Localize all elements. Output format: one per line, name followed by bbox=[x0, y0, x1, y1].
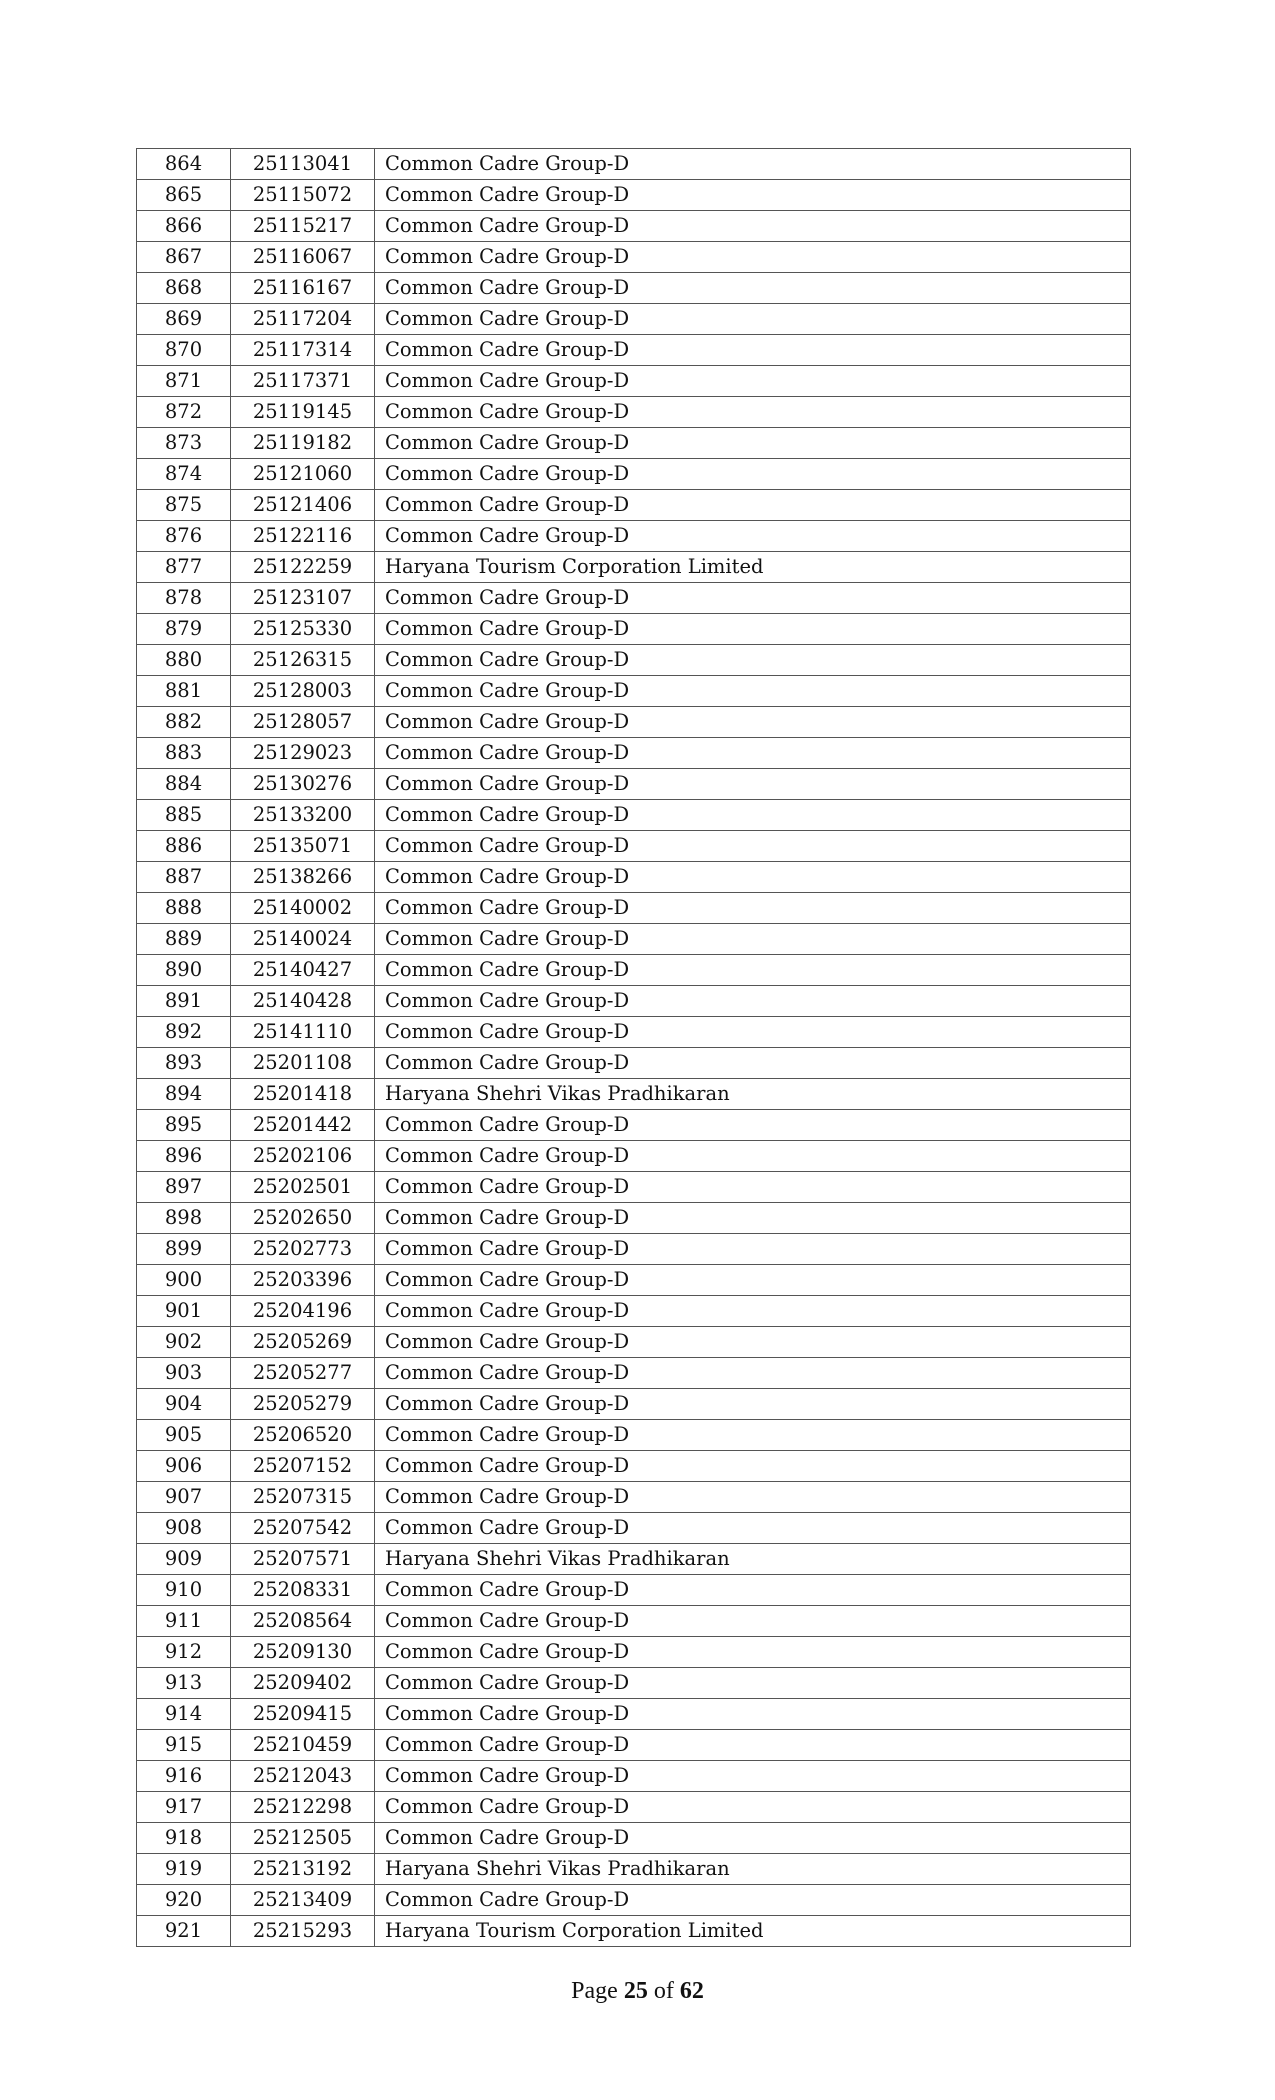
roll-number-cell: 25125330 bbox=[231, 614, 375, 645]
department-cell: Common Cadre Group-D bbox=[375, 273, 1131, 304]
roll-number-cell: 25208331 bbox=[231, 1575, 375, 1606]
serial-number-cell: 903 bbox=[137, 1358, 231, 1389]
serial-number-cell: 884 bbox=[137, 769, 231, 800]
roll-number-cell: 25208564 bbox=[231, 1606, 375, 1637]
table-row bbox=[137, 1141, 1131, 1172]
serial-number-cell: 917 bbox=[137, 1792, 231, 1823]
department-cell: Haryana Shehri Vikas Pradhikaran bbox=[375, 1544, 1131, 1575]
serial-number-cell: 872 bbox=[137, 397, 231, 428]
department-cell: Common Cadre Group-D bbox=[375, 490, 1131, 521]
department-cell: Haryana Shehri Vikas Pradhikaran bbox=[375, 1079, 1131, 1110]
table-row bbox=[137, 1358, 1131, 1389]
department-cell: Common Cadre Group-D bbox=[375, 1420, 1131, 1451]
table-row bbox=[137, 459, 1131, 490]
roll-number-cell: 25202106 bbox=[231, 1141, 375, 1172]
serial-number-cell: 877 bbox=[137, 552, 231, 583]
roll-number-cell: 25207542 bbox=[231, 1513, 375, 1544]
department-cell: Common Cadre Group-D bbox=[375, 1141, 1131, 1172]
roll-number-cell: 25133200 bbox=[231, 800, 375, 831]
serial-number-cell: 918 bbox=[137, 1823, 231, 1854]
serial-number-cell: 867 bbox=[137, 242, 231, 273]
department-cell: Haryana Tourism Corporation Limited bbox=[375, 552, 1131, 583]
table-row bbox=[137, 1792, 1131, 1823]
table-row bbox=[137, 1823, 1131, 1854]
serial-number-cell: 893 bbox=[137, 1048, 231, 1079]
serial-number-cell: 914 bbox=[137, 1699, 231, 1730]
department-cell: Common Cadre Group-D bbox=[375, 211, 1131, 242]
serial-number-cell: 880 bbox=[137, 645, 231, 676]
table-row bbox=[137, 1730, 1131, 1761]
department-cell: Common Cadre Group-D bbox=[375, 1699, 1131, 1730]
roll-number-cell: 25122259 bbox=[231, 552, 375, 583]
department-cell: Common Cadre Group-D bbox=[375, 1048, 1131, 1079]
department-cell: Common Cadre Group-D bbox=[375, 1792, 1131, 1823]
roll-number-cell: 25212505 bbox=[231, 1823, 375, 1854]
serial-number-cell: 909 bbox=[137, 1544, 231, 1575]
serial-number-cell: 908 bbox=[137, 1513, 231, 1544]
serial-number-cell: 906 bbox=[137, 1451, 231, 1482]
department-cell: Common Cadre Group-D bbox=[375, 1668, 1131, 1699]
department-cell: Common Cadre Group-D bbox=[375, 304, 1131, 335]
department-cell: Common Cadre Group-D bbox=[375, 1110, 1131, 1141]
roll-number-cell: 25115072 bbox=[231, 180, 375, 211]
table-row bbox=[137, 1637, 1131, 1668]
serial-number-cell: 904 bbox=[137, 1389, 231, 1420]
department-cell: Common Cadre Group-D bbox=[375, 242, 1131, 273]
serial-number-cell: 873 bbox=[137, 428, 231, 459]
department-cell: Common Cadre Group-D bbox=[375, 1761, 1131, 1792]
department-cell: Common Cadre Group-D bbox=[375, 831, 1131, 862]
serial-number-cell: 883 bbox=[137, 738, 231, 769]
table-row bbox=[137, 738, 1131, 769]
roll-number-cell: 25140428 bbox=[231, 986, 375, 1017]
department-cell: Common Cadre Group-D bbox=[375, 1482, 1131, 1513]
table-row bbox=[137, 645, 1131, 676]
roll-number-cell: 25117314 bbox=[231, 335, 375, 366]
department-cell: Common Cadre Group-D bbox=[375, 1637, 1131, 1668]
department-cell: Common Cadre Group-D bbox=[375, 707, 1131, 738]
department-cell: Common Cadre Group-D bbox=[375, 335, 1131, 366]
roll-number-cell: 25116067 bbox=[231, 242, 375, 273]
roll-number-cell: 25210459 bbox=[231, 1730, 375, 1761]
table-row bbox=[137, 1451, 1131, 1482]
table-row bbox=[137, 149, 1131, 180]
table-row bbox=[137, 831, 1131, 862]
table-row bbox=[137, 1761, 1131, 1792]
department-cell: Common Cadre Group-D bbox=[375, 614, 1131, 645]
table-row bbox=[137, 1017, 1131, 1048]
department-cell: Common Cadre Group-D bbox=[375, 862, 1131, 893]
department-cell: Common Cadre Group-D bbox=[375, 769, 1131, 800]
roll-number-cell: 25205279 bbox=[231, 1389, 375, 1420]
table-row bbox=[137, 769, 1131, 800]
roll-number-cell: 25207571 bbox=[231, 1544, 375, 1575]
department-cell: Common Cadre Group-D bbox=[375, 1730, 1131, 1761]
serial-number-cell: 912 bbox=[137, 1637, 231, 1668]
serial-number-cell: 886 bbox=[137, 831, 231, 862]
roll-number-cell: 25205277 bbox=[231, 1358, 375, 1389]
serial-number-cell: 869 bbox=[137, 304, 231, 335]
serial-number-cell: 902 bbox=[137, 1327, 231, 1358]
serial-number-cell: 901 bbox=[137, 1296, 231, 1327]
table-row bbox=[137, 707, 1131, 738]
table-row bbox=[137, 893, 1131, 924]
roll-number-cell: 25128003 bbox=[231, 676, 375, 707]
table-row bbox=[137, 1699, 1131, 1730]
table-row bbox=[137, 366, 1131, 397]
roll-number-cell: 25138266 bbox=[231, 862, 375, 893]
department-cell: Common Cadre Group-D bbox=[375, 397, 1131, 428]
serial-number-cell: 921 bbox=[137, 1916, 231, 1947]
serial-number-cell: 896 bbox=[137, 1141, 231, 1172]
table-row bbox=[137, 521, 1131, 552]
roll-number-cell: 25206520 bbox=[231, 1420, 375, 1451]
table-row bbox=[137, 1420, 1131, 1451]
table-row bbox=[137, 1110, 1131, 1141]
serial-number-cell: 891 bbox=[137, 986, 231, 1017]
roll-number-cell: 25209130 bbox=[231, 1637, 375, 1668]
roll-number-cell: 25122116 bbox=[231, 521, 375, 552]
roll-number-cell: 25207315 bbox=[231, 1482, 375, 1513]
table-row bbox=[137, 397, 1131, 428]
table-row bbox=[137, 211, 1131, 242]
table-row bbox=[137, 1916, 1131, 1947]
serial-number-cell: 878 bbox=[137, 583, 231, 614]
serial-number-cell: 915 bbox=[137, 1730, 231, 1761]
roll-number-cell: 25201108 bbox=[231, 1048, 375, 1079]
roll-number-cell: 25201442 bbox=[231, 1110, 375, 1141]
roll-number-cell: 25212043 bbox=[231, 1761, 375, 1792]
table-row bbox=[137, 273, 1131, 304]
table-row bbox=[137, 180, 1131, 211]
department-cell: Common Cadre Group-D bbox=[375, 1017, 1131, 1048]
roll-number-cell: 25123107 bbox=[231, 583, 375, 614]
serial-number-cell: 897 bbox=[137, 1172, 231, 1203]
serial-number-cell: 913 bbox=[137, 1668, 231, 1699]
table-row bbox=[137, 1668, 1131, 1699]
serial-number-cell: 900 bbox=[137, 1265, 231, 1296]
department-cell: Common Cadre Group-D bbox=[375, 1575, 1131, 1606]
roll-number-cell: 25209415 bbox=[231, 1699, 375, 1730]
serial-number-cell: 889 bbox=[137, 924, 231, 955]
department-cell: Common Cadre Group-D bbox=[375, 1823, 1131, 1854]
table-row bbox=[137, 862, 1131, 893]
roll-number-cell: 25119145 bbox=[231, 397, 375, 428]
serial-number-cell: 892 bbox=[137, 1017, 231, 1048]
serial-number-cell: 882 bbox=[137, 707, 231, 738]
serial-number-cell: 899 bbox=[137, 1234, 231, 1265]
department-cell: Common Cadre Group-D bbox=[375, 459, 1131, 490]
page-label: Page bbox=[571, 1978, 618, 2004]
table-row bbox=[137, 1482, 1131, 1513]
table-row bbox=[137, 1327, 1131, 1358]
department-cell: Common Cadre Group-D bbox=[375, 1327, 1131, 1358]
table-row bbox=[137, 924, 1131, 955]
table-row bbox=[137, 583, 1131, 614]
serial-number-cell: 879 bbox=[137, 614, 231, 645]
roll-number-cell: 25202773 bbox=[231, 1234, 375, 1265]
roll-number-cell: 25116167 bbox=[231, 273, 375, 304]
table-row bbox=[137, 1203, 1131, 1234]
department-cell: Common Cadre Group-D bbox=[375, 1451, 1131, 1482]
serial-number-cell: 887 bbox=[137, 862, 231, 893]
roll-number-cell: 25140427 bbox=[231, 955, 375, 986]
serial-number-cell: 875 bbox=[137, 490, 231, 521]
department-cell: Common Cadre Group-D bbox=[375, 800, 1131, 831]
serial-number-cell: 911 bbox=[137, 1606, 231, 1637]
department-cell: Common Cadre Group-D bbox=[375, 955, 1131, 986]
department-cell: Common Cadre Group-D bbox=[375, 1606, 1131, 1637]
roll-number-cell: 25121060 bbox=[231, 459, 375, 490]
department-cell: Common Cadre Group-D bbox=[375, 1513, 1131, 1544]
table-row bbox=[137, 986, 1131, 1017]
serial-number-cell: 920 bbox=[137, 1885, 231, 1916]
table-row bbox=[137, 676, 1131, 707]
table-row bbox=[137, 614, 1131, 645]
serial-number-cell: 885 bbox=[137, 800, 231, 831]
roll-number-cell: 25130276 bbox=[231, 769, 375, 800]
serial-number-cell: 907 bbox=[137, 1482, 231, 1513]
serial-number-cell: 868 bbox=[137, 273, 231, 304]
table-row bbox=[137, 955, 1131, 986]
table-row bbox=[137, 428, 1131, 459]
roll-number-cell: 25203396 bbox=[231, 1265, 375, 1296]
page-footer bbox=[0, 1978, 1275, 2005]
department-cell: Common Cadre Group-D bbox=[375, 1234, 1131, 1265]
department-cell: Haryana Tourism Corporation Limited bbox=[375, 1916, 1131, 1947]
table-row bbox=[137, 1575, 1131, 1606]
serial-number-cell: 905 bbox=[137, 1420, 231, 1451]
serial-number-cell: 916 bbox=[137, 1761, 231, 1792]
department-cell: Common Cadre Group-D bbox=[375, 738, 1131, 769]
serial-number-cell: 910 bbox=[137, 1575, 231, 1606]
roll-number-cell: 25129023 bbox=[231, 738, 375, 769]
serial-number-cell: 890 bbox=[137, 955, 231, 986]
department-cell: Common Cadre Group-D bbox=[375, 180, 1131, 211]
department-cell: Common Cadre Group-D bbox=[375, 1296, 1131, 1327]
roll-number-cell: 25213192 bbox=[231, 1854, 375, 1885]
serial-number-cell: 871 bbox=[137, 366, 231, 397]
roll-number-cell: 25205269 bbox=[231, 1327, 375, 1358]
table-row bbox=[137, 1544, 1131, 1575]
department-cell: Common Cadre Group-D bbox=[375, 645, 1131, 676]
roll-number-cell: 25204196 bbox=[231, 1296, 375, 1327]
roll-number-cell: 25121406 bbox=[231, 490, 375, 521]
table-row bbox=[137, 800, 1131, 831]
serial-number-cell: 894 bbox=[137, 1079, 231, 1110]
department-cell: Common Cadre Group-D bbox=[375, 924, 1131, 955]
page-of-label: of bbox=[653, 1978, 674, 2004]
department-cell: Common Cadre Group-D bbox=[375, 676, 1131, 707]
table-row bbox=[137, 335, 1131, 366]
roll-number-cell: 25213409 bbox=[231, 1885, 375, 1916]
roll-number-cell: 25202501 bbox=[231, 1172, 375, 1203]
table-row bbox=[137, 1606, 1131, 1637]
serial-number-cell: 881 bbox=[137, 676, 231, 707]
serial-number-cell: 864 bbox=[137, 149, 231, 180]
table-row bbox=[137, 1048, 1131, 1079]
serial-number-cell: 898 bbox=[137, 1203, 231, 1234]
table-row bbox=[137, 1513, 1131, 1544]
department-cell: Common Cadre Group-D bbox=[375, 1389, 1131, 1420]
table-row bbox=[137, 1265, 1131, 1296]
results-table bbox=[136, 148, 1131, 1947]
serial-number-cell: 919 bbox=[137, 1854, 231, 1885]
roll-number-cell: 25117371 bbox=[231, 366, 375, 397]
roll-number-cell: 25207152 bbox=[231, 1451, 375, 1482]
roll-number-cell: 25141110 bbox=[231, 1017, 375, 1048]
total-pages-number: 62 bbox=[679, 1978, 704, 2004]
current-page-number: 25 bbox=[623, 1978, 648, 2004]
table-row bbox=[137, 1079, 1131, 1110]
department-cell: Common Cadre Group-D bbox=[375, 893, 1131, 924]
roll-number-cell: 25113041 bbox=[231, 149, 375, 180]
department-cell: Common Cadre Group-D bbox=[375, 428, 1131, 459]
serial-number-cell: 870 bbox=[137, 335, 231, 366]
table-row bbox=[137, 1854, 1131, 1885]
department-cell: Common Cadre Group-D bbox=[375, 521, 1131, 552]
roll-number-cell: 25209402 bbox=[231, 1668, 375, 1699]
roll-number-cell: 25140002 bbox=[231, 893, 375, 924]
roll-number-cell: 25119182 bbox=[231, 428, 375, 459]
table-row bbox=[137, 1389, 1131, 1420]
roll-number-cell: 25128057 bbox=[231, 707, 375, 738]
roll-number-cell: 25135071 bbox=[231, 831, 375, 862]
results-table-body bbox=[137, 149, 1131, 1947]
roll-number-cell: 25115217 bbox=[231, 211, 375, 242]
department-cell: Common Cadre Group-D bbox=[375, 366, 1131, 397]
serial-number-cell: 876 bbox=[137, 521, 231, 552]
roll-number-cell: 25117204 bbox=[231, 304, 375, 335]
roll-number-cell: 25202650 bbox=[231, 1203, 375, 1234]
table-row bbox=[137, 552, 1131, 583]
roll-number-cell: 25126315 bbox=[231, 645, 375, 676]
serial-number-cell: 874 bbox=[137, 459, 231, 490]
department-cell: Common Cadre Group-D bbox=[375, 583, 1131, 614]
department-cell: Common Cadre Group-D bbox=[375, 1358, 1131, 1389]
roll-number-cell: 25215293 bbox=[231, 1916, 375, 1947]
department-cell: Common Cadre Group-D bbox=[375, 986, 1131, 1017]
table-row bbox=[137, 1234, 1131, 1265]
department-cell: Common Cadre Group-D bbox=[375, 149, 1131, 180]
roll-number-cell: 25212298 bbox=[231, 1792, 375, 1823]
table-row bbox=[137, 490, 1131, 521]
table-row bbox=[137, 1296, 1131, 1327]
department-cell: Common Cadre Group-D bbox=[375, 1885, 1131, 1916]
department-cell: Common Cadre Group-D bbox=[375, 1203, 1131, 1234]
table-row bbox=[137, 1885, 1131, 1916]
serial-number-cell: 866 bbox=[137, 211, 231, 242]
department-cell: Haryana Shehri Vikas Pradhikaran bbox=[375, 1854, 1131, 1885]
roll-number-cell: 25140024 bbox=[231, 924, 375, 955]
serial-number-cell: 888 bbox=[137, 893, 231, 924]
department-cell: Common Cadre Group-D bbox=[375, 1172, 1131, 1203]
serial-number-cell: 895 bbox=[137, 1110, 231, 1141]
table-row bbox=[137, 304, 1131, 335]
serial-number-cell: 865 bbox=[137, 180, 231, 211]
table-row bbox=[137, 242, 1131, 273]
department-cell: Common Cadre Group-D bbox=[375, 1265, 1131, 1296]
roll-number-cell: 25201418 bbox=[231, 1079, 375, 1110]
table-row bbox=[137, 1172, 1131, 1203]
